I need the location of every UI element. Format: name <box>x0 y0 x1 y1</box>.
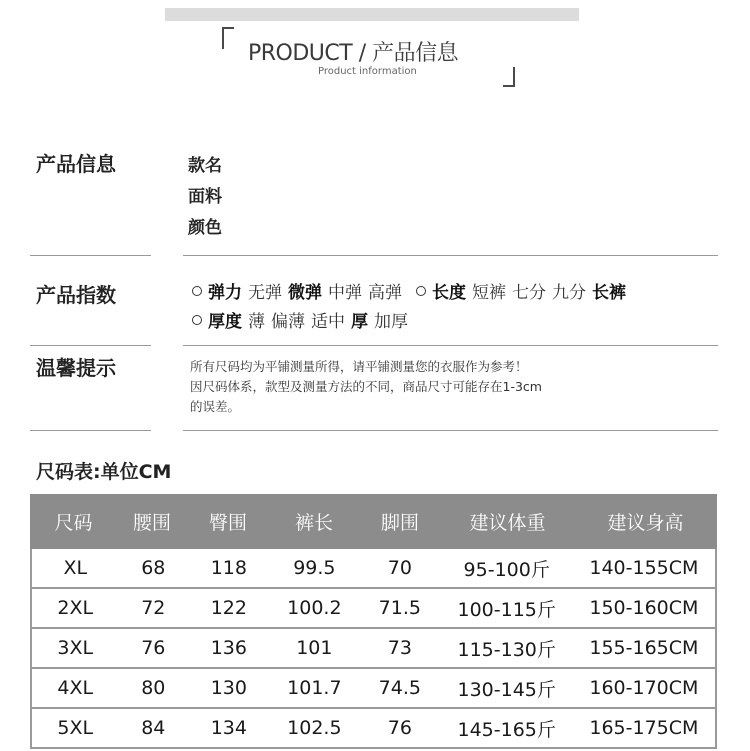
thickness-option: 适中 <box>311 312 345 332</box>
table-cell: 95-100斤 <box>463 558 550 581</box>
thickness-label: 厚度 <box>208 312 242 332</box>
tip-line: 因尺码体系，款型及测量方法的不同，商品尺寸可能存在1-3cm <box>190 379 542 394</box>
index-row-2 <box>192 307 414 332</box>
thickness-option: 偏薄 <box>271 312 305 332</box>
table-cell: 150-160CM <box>589 597 699 619</box>
table-cell: 71.5 <box>378 597 421 619</box>
divider <box>30 430 151 431</box>
table-cell: 76 <box>141 637 166 659</box>
table-cell: 130 <box>210 677 247 699</box>
bullet-icon <box>416 286 426 296</box>
product-index-label: 产品指数 <box>36 283 116 307</box>
length-option: 九分 <box>552 283 586 303</box>
index-row-1 <box>192 278 632 303</box>
header-cell: 建议体重 <box>469 512 546 534</box>
thickness-option-selected: 厚 <box>351 312 368 332</box>
table-cell: 84 <box>141 717 166 739</box>
thickness-option: 薄 <box>248 312 265 332</box>
table-cell: 155-165CM <box>589 637 699 659</box>
field-style-name: 款名 <box>188 156 222 176</box>
divider <box>183 345 718 346</box>
tips-label: 温馨提示 <box>36 356 116 380</box>
table-cell: 3XL <box>57 637 94 659</box>
table-cell: 70 <box>387 557 412 579</box>
header-cell: 腰围 <box>132 512 171 534</box>
table-row <box>30 709 717 749</box>
divider <box>183 255 718 256</box>
header-cell: 脚围 <box>380 512 419 534</box>
field-color: 颜色 <box>188 218 222 238</box>
elasticity-option-selected: 微弹 <box>288 283 322 303</box>
corner-bracket-top-left <box>222 27 234 49</box>
table-cell: 101 <box>296 637 333 659</box>
table-cell: 140-155CM <box>589 557 699 579</box>
table-cell: 130-145斤 <box>457 678 556 701</box>
table-cell: 74.5 <box>378 677 421 699</box>
bullet-icon <box>192 286 202 296</box>
table-cell: 72 <box>141 597 166 619</box>
table-row <box>30 669 717 709</box>
length-option: 七分 <box>512 283 546 303</box>
length-option: 短裤 <box>472 283 506 303</box>
divider <box>183 430 718 431</box>
length-label: 长度 <box>432 283 466 303</box>
elasticity-option: 高弹 <box>368 283 402 303</box>
table-row <box>30 589 717 629</box>
corner-bracket-bottom-right <box>503 67 515 87</box>
header-cell: 裤长 <box>294 512 333 534</box>
table-cell: 2XL <box>57 597 94 619</box>
elasticity-label: 弹力 <box>208 283 242 303</box>
tip-line: 所有尺码均为平铺测量所得，请平铺测量您的衣服作为参考！ <box>190 359 528 374</box>
table-cell: 134 <box>210 717 247 739</box>
table-cell: 115-130斤 <box>457 638 556 661</box>
size-table <box>30 494 717 749</box>
table-cell: XL <box>63 557 88 579</box>
table-cell: 136 <box>210 637 247 659</box>
length-option-selected: 长裤 <box>592 283 626 303</box>
header-cell: 臀围 <box>208 512 247 534</box>
elasticity-option: 无弹 <box>248 283 282 303</box>
top-decor-bar <box>165 8 579 21</box>
field-fabric: 面料 <box>188 187 222 207</box>
table-cell: 100-115斤 <box>457 598 556 621</box>
table-row <box>30 549 717 589</box>
elasticity-option: 中弹 <box>328 283 362 303</box>
table-cell: 118 <box>210 557 247 579</box>
table-cell: 102.5 <box>287 717 342 739</box>
table-cell: 76 <box>387 717 412 739</box>
divider <box>30 345 151 346</box>
table-cell: 145-165斤 <box>457 718 556 741</box>
table-cell: 68 <box>141 557 166 579</box>
divider <box>30 255 151 256</box>
product-info-label: 产品信息 <box>36 152 116 176</box>
table-cell: 100.2 <box>287 597 342 619</box>
table-cell: 73 <box>387 637 412 659</box>
table-cell: 165-175CM <box>589 717 699 739</box>
header-cell: 尺码 <box>54 512 93 534</box>
table-cell: 5XL <box>57 717 94 739</box>
table-cell: 4XL <box>57 677 94 699</box>
tip-line: 的误差。 <box>190 399 241 414</box>
page-title: PRODUCT / 产品信息 <box>248 41 459 66</box>
header-cell: 建议身高 <box>607 512 684 534</box>
table-row <box>30 629 717 669</box>
table-cell: 122 <box>210 597 247 619</box>
thickness-option: 加厚 <box>374 312 408 332</box>
page-subtitle: Product information <box>318 66 417 77</box>
table-cell: 99.5 <box>293 557 336 579</box>
table-cell: 160-170CM <box>589 677 699 699</box>
size-table-title: 尺码表:单位CM <box>36 461 172 483</box>
table-header <box>30 494 717 549</box>
table-cell: 80 <box>141 677 166 699</box>
table-cell: 101.7 <box>287 677 342 699</box>
bullet-icon <box>192 315 202 325</box>
